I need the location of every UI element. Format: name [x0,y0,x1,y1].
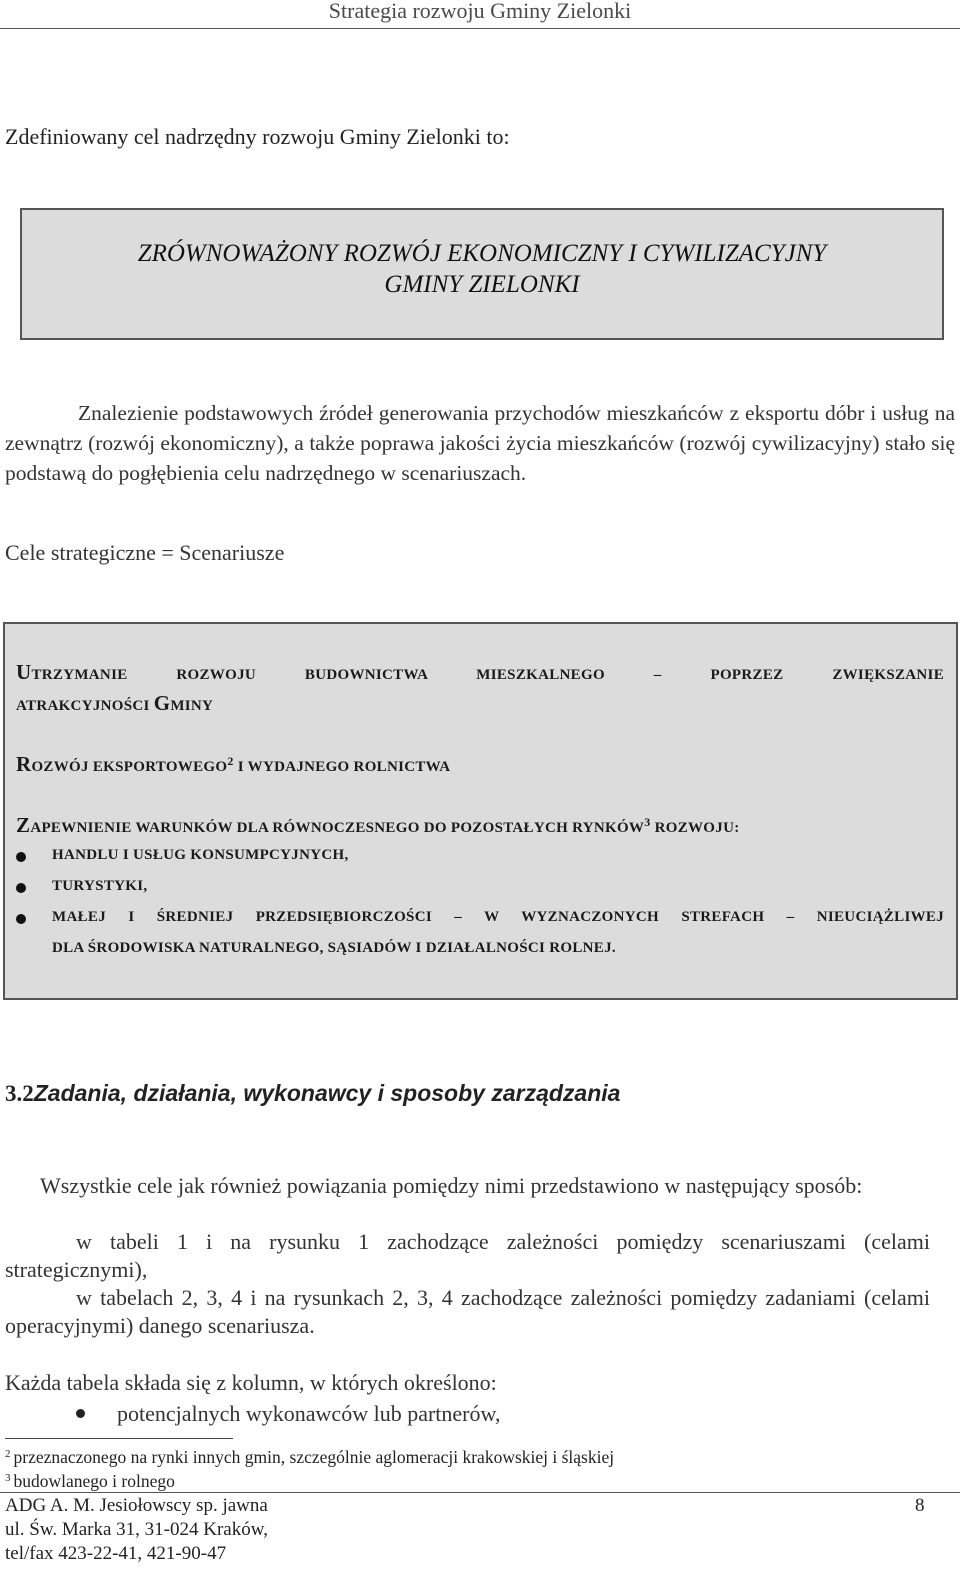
footnote-divider [5,1438,233,1439]
footer-company: ADG A. M. Jesiołowscy sp. jawna [5,1495,268,1516]
scenario-2: ROZWÓJ EKSPORTOWEGO$^2$ I WYDAJNEGO ROLNICTWA [16,752,451,776]
main-goal-box [20,208,944,340]
body-bullet-1: potencjalnych wykonawców lub partnerów, [117,1401,501,1426]
scenario-3: ZAPEWNIENIE WARUNKÓW DLA RÓWNOCZESNEGO DO POZOSTAŁYCH RYNKÓW$^3$ ROZWOJU: [16,813,740,837]
footnote-3: $^3$ budowlanego i rolnego [5,1471,175,1491]
page-number: 8 [915,1495,925,1516]
body-paragraph-2: w tabeli 1 i na rysunku 1 zachodzące zależności pomiędzy scenariuszami (celami strategicznymi), [5,1229,930,1282]
scenario-1-line-2: ATRAKCYJNOŚCI GMINY [16,691,214,715]
scenario-3-bullet-3: MAŁEJ I ŚREDNIEJ PRZEDSIĘBIORCZOŚCI – W WYZNACZONYCH STREFACH – NIEUCIĄŻLIWEJ [52,909,944,925]
scenario-3-bullet-2: TURYSTYKI, [52,878,148,894]
scenarios-box [3,622,958,1000]
body-paragraph-3: w tabelach 2, 3, 4 i na rysunkach 2, 3, 4 zachodzące zależności pomiędzy zadaniami (celami operacyjnymi) danego scenariusza. [5,1285,930,1338]
bullet-icon [16,852,26,862]
section-heading: 3.2Zadania, działania, wykonawcy i sposoby zarządzania [5,1080,621,1106]
body-paragraph-1: Wszystkie cele jak również powiązania pomiędzy nimi przedstawiono w następujący sposób: [40,1173,863,1198]
bullet-icon [16,914,26,924]
page-header: Strategia rozwoju Gminy Zielonki [328,0,632,23]
scenario-3-bullet-1: HANDLU I USŁUG KONSUMPCYJNYCH, [52,847,349,863]
bullet-icon [16,883,26,893]
header-divider [0,28,960,29]
goal-explanation-paragraph: Znalezienie podstawowych źródeł generowania przychodów mieszkańców z eksportu dóbr i usług na zewnątrz (rozwój ekonomiczny), a także poprawa jakości życia mieszkańców (rozwój cywilizacyjny) stało się podstawą do pogłębienia celu nadrzędnego w scenariuszach. [5,401,955,485]
body-paragraph-4: Każda tabela składa się z kolumn, w których określono: [5,1370,497,1395]
footnote-2: $^2$ przeznaczonego na rynki innych gmin, szczególnie aglomeracji krakowskiej i śląskiej [5,1447,615,1467]
footer-address: ul. Św. Marka 31, 31-024 Kraków, [5,1519,268,1540]
strategic-goals-label: Cele strategiczne = Scenariusze [5,540,285,565]
scenario-3-bullet-3-cont: DLA ŚRODOWISKA NATURALNEGO, SĄSIADÓW I DZIAŁALNOŚCI ROLNEJ. [52,940,616,956]
scenario-1-line-1: UTRZYMANIE ROZWOJU BUDOWNICTWA MIESZKALNEGO – POPRZEZ ZWIĘKSZANIE [16,660,944,684]
footer-divider [0,1492,960,1493]
bullet-icon [76,1409,85,1418]
main-goal-line-1: ZRÓWNOWAŻONY ROZWÓJ EKONOMICZNY I CYWILIZACYJNY [137,240,827,267]
main-goal-line-2: GMINY ZIELONKI [384,271,580,298]
intro-text: Zdefiniowany cel nadrzędny rozwoju Gminy Zielonki to: [5,124,510,149]
footer-phone: tel/fax 423-22-41, 421-90-47 [5,1543,227,1564]
